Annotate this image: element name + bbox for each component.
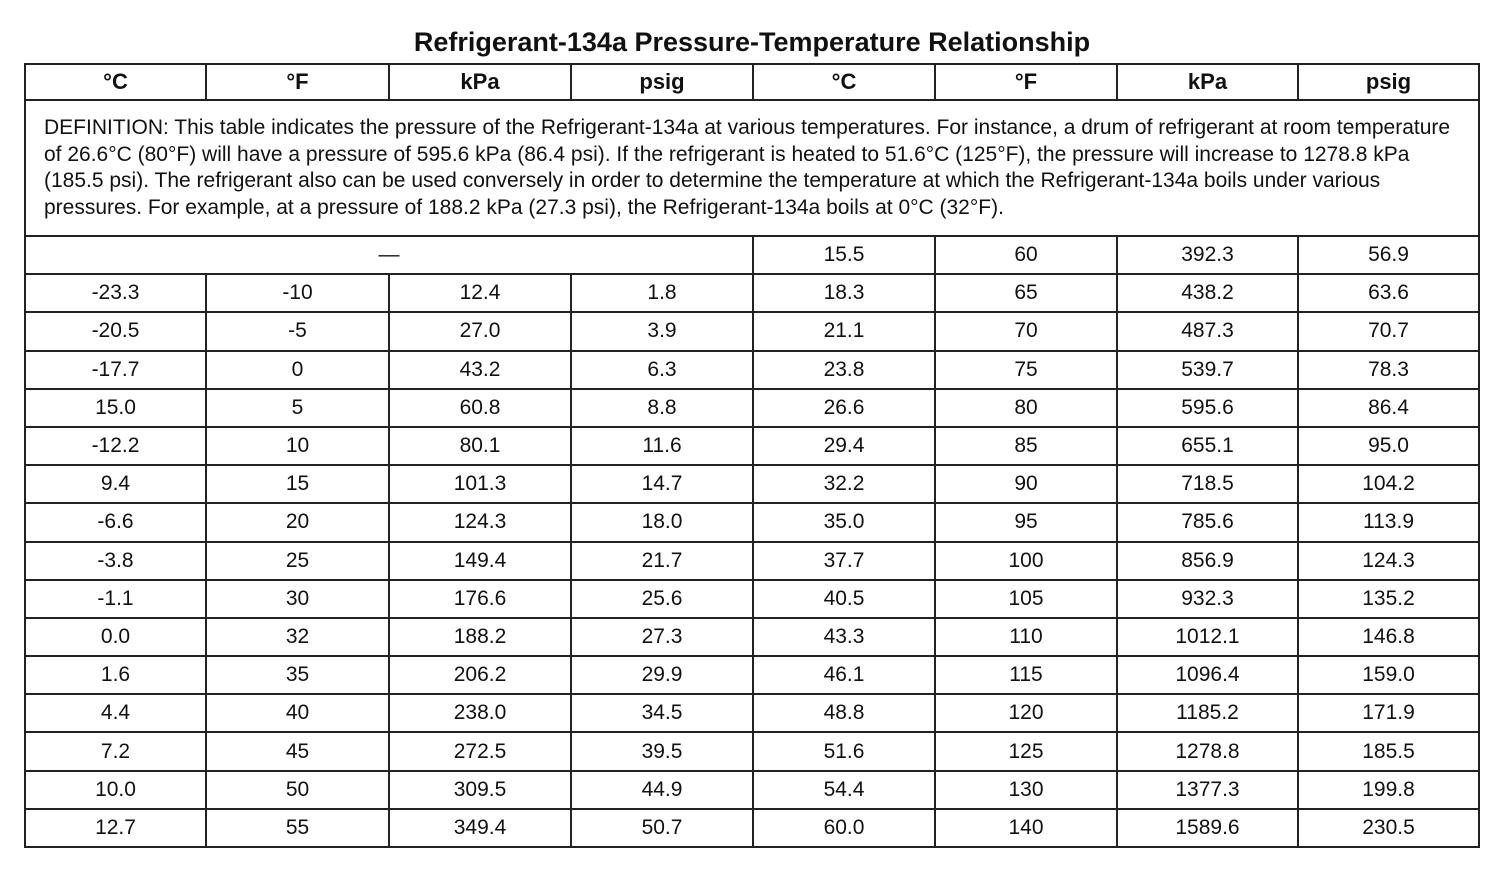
table-cell: -17.7: [25, 351, 206, 389]
table-cell: -6.6: [25, 503, 206, 541]
table-cell: 86.4: [1298, 389, 1479, 427]
table-cell: 5: [206, 389, 389, 427]
table-cell: 27.3: [571, 618, 753, 656]
table-row: [25, 580, 1479, 618]
empty-range-dash: —: [25, 236, 753, 274]
table-cell: 75: [935, 351, 1117, 389]
table-cell: 55: [206, 809, 389, 847]
table-cell: 14.7: [571, 465, 753, 503]
table-cell: 50.7: [571, 809, 753, 847]
header-psig: psig: [571, 64, 753, 100]
table-row: [25, 618, 1479, 656]
table-cell: 146.8: [1298, 618, 1479, 656]
table-cell: 70.7: [1298, 312, 1479, 350]
table-cell: 856.9: [1117, 542, 1298, 580]
table-row: [25, 503, 1479, 541]
table-cell: 34.5: [571, 694, 753, 732]
table-cell: 487.3: [1117, 312, 1298, 350]
header-celsius: °C: [25, 64, 206, 100]
table-cell: 392.3: [1117, 236, 1298, 274]
table-cell: 149.4: [389, 542, 571, 580]
table-cell: 1278.8: [1117, 732, 1298, 770]
table-cell: 1.6: [25, 656, 206, 694]
table-cell: 35: [206, 656, 389, 694]
table-cell: 199.8: [1298, 771, 1479, 809]
table-cell: 8.8: [571, 389, 753, 427]
table-cell: 125: [935, 732, 1117, 770]
table-cell: 45: [206, 732, 389, 770]
table-cell: 18.3: [753, 274, 935, 312]
table-cell: 23.8: [753, 351, 935, 389]
table-cell: 90: [935, 465, 1117, 503]
table-cell: 50: [206, 771, 389, 809]
table-row: [25, 236, 1479, 274]
table-row: [25, 809, 1479, 847]
header-row: [25, 64, 1479, 100]
table-cell: 1.8: [571, 274, 753, 312]
table-cell: 6.3: [571, 351, 753, 389]
table-cell: -5: [206, 312, 389, 350]
definition-text: DEFINITION: This table indicates the pressure of the Refrigerant-134a at various temperatures. For instance, a drum of refrigerant at room temperature of 26.6°C (80°F) will have a pressure of 595.6 kPa (86.4 psi). If the refrigerant is heated to 51.6°C (125°F), the pressure will increase to 1278.8 kPa (185.5 psi). The refrigerant also can be used conversely in order to determine the temperature at which the Refrigerant-134a boils under various pressures. For example, at a pressure of 188.2 kPa (27.3 psi), the Refrigerant-134a boils at 0°C (32°F).: [25, 100, 1479, 236]
table-cell: 15.0: [25, 389, 206, 427]
table-cell: 10: [206, 427, 389, 465]
table-cell: -12.2: [25, 427, 206, 465]
table-row: [25, 732, 1479, 770]
table-cell: 21.1: [753, 312, 935, 350]
table-cell: 185.5: [1298, 732, 1479, 770]
table-cell: 25.6: [571, 580, 753, 618]
table-cell: 40: [206, 694, 389, 732]
table-cell: -10: [206, 274, 389, 312]
table-cell: 10.0: [25, 771, 206, 809]
table-cell: 43.3: [753, 618, 935, 656]
table-cell: 78.3: [1298, 351, 1479, 389]
table-cell: 159.0: [1298, 656, 1479, 694]
table-cell: 43.2: [389, 351, 571, 389]
table-cell: 60.8: [389, 389, 571, 427]
table-cell: 15: [206, 465, 389, 503]
table-cell: 30: [206, 580, 389, 618]
table-cell: 104.2: [1298, 465, 1479, 503]
table-cell: -3.8: [25, 542, 206, 580]
table-cell: 206.2: [389, 656, 571, 694]
table-cell: 44.9: [571, 771, 753, 809]
table-cell: 188.2: [389, 618, 571, 656]
table-cell: 230.5: [1298, 809, 1479, 847]
table-cell: 115: [935, 656, 1117, 694]
table-cell: 309.5: [389, 771, 571, 809]
table-cell: 65: [935, 274, 1117, 312]
table-cell: 539.7: [1117, 351, 1298, 389]
table-cell: 124.3: [1298, 542, 1479, 580]
table-cell: 113.9: [1298, 503, 1479, 541]
table-row: [25, 694, 1479, 732]
table-row: [25, 542, 1479, 580]
table-cell: 95: [935, 503, 1117, 541]
header-fahrenheit: °F: [206, 64, 389, 100]
table-cell: 32.2: [753, 465, 935, 503]
table-cell: 18.0: [571, 503, 753, 541]
table-cell: 124.3: [389, 503, 571, 541]
table-cell: 29.4: [753, 427, 935, 465]
table-cell: -23.3: [25, 274, 206, 312]
table-cell: 932.3: [1117, 580, 1298, 618]
table-row: [25, 312, 1479, 350]
header-celsius: °C: [753, 64, 935, 100]
table-cell: 272.5: [389, 732, 571, 770]
table-cell: -20.5: [25, 312, 206, 350]
table-cell: 0.0: [25, 618, 206, 656]
header-kpa: kPa: [1117, 64, 1298, 100]
table-cell: 110: [935, 618, 1117, 656]
table-cell: 176.6: [389, 580, 571, 618]
table-cell: 140: [935, 809, 1117, 847]
table-cell: 12.7: [25, 809, 206, 847]
table-cell: 100: [935, 542, 1117, 580]
header-fahrenheit: °F: [935, 64, 1117, 100]
table-cell: 80.1: [389, 427, 571, 465]
table-cell: 29.9: [571, 656, 753, 694]
table-cell: 39.5: [571, 732, 753, 770]
table-cell: 238.0: [389, 694, 571, 732]
table-cell: 718.5: [1117, 465, 1298, 503]
table-cell: 40.5: [753, 580, 935, 618]
table-cell: 60.0: [753, 809, 935, 847]
table-cell: 1589.6: [1117, 809, 1298, 847]
table-cell: 655.1: [1117, 427, 1298, 465]
table-cell: 130: [935, 771, 1117, 809]
table-cell: 21.7: [571, 542, 753, 580]
table-cell: 85: [935, 427, 1117, 465]
table-cell: 26.6: [753, 389, 935, 427]
table-cell: 12.4: [389, 274, 571, 312]
table-cell: 46.1: [753, 656, 935, 694]
table-cell: 438.2: [1117, 274, 1298, 312]
table-cell: 80: [935, 389, 1117, 427]
table-cell: -1.1: [25, 580, 206, 618]
table-cell: 0: [206, 351, 389, 389]
table-cell: 7.2: [25, 732, 206, 770]
table-cell: 56.9: [1298, 236, 1479, 274]
table-cell: 37.7: [753, 542, 935, 580]
table-cell: 1185.2: [1117, 694, 1298, 732]
table-cell: 595.6: [1117, 389, 1298, 427]
table-cell: 3.9: [571, 312, 753, 350]
table-row: [25, 465, 1479, 503]
table-cell: 70: [935, 312, 1117, 350]
table-cell: 48.8: [753, 694, 935, 732]
table-cell: 54.4: [753, 771, 935, 809]
table-cell: 11.6: [571, 427, 753, 465]
table-cell: 4.4: [25, 694, 206, 732]
table-row: [25, 656, 1479, 694]
table-row: [25, 351, 1479, 389]
table-cell: 15.5: [753, 236, 935, 274]
table-cell: 51.6: [753, 732, 935, 770]
table-row: [25, 427, 1479, 465]
table-cell: 120: [935, 694, 1117, 732]
table-cell: 135.2: [1298, 580, 1479, 618]
table-cell: 105: [935, 580, 1117, 618]
table-cell: 25: [206, 542, 389, 580]
definition-row: [25, 100, 1479, 236]
page-title: Refrigerant-134a Pressure-Temperature Relationship: [413, 27, 1091, 57]
table-cell: 20: [206, 503, 389, 541]
table-row: [25, 389, 1479, 427]
table-cell: 63.6: [1298, 274, 1479, 312]
header-psig: psig: [1298, 64, 1479, 100]
table-cell: 35.0: [753, 503, 935, 541]
table-cell: 349.4: [389, 809, 571, 847]
table-cell: 171.9: [1298, 694, 1479, 732]
pressure-temperature-table: [24, 63, 1480, 848]
table-row: [25, 771, 1479, 809]
table-cell: 1377.3: [1117, 771, 1298, 809]
table-cell: 101.3: [389, 465, 571, 503]
table-cell: 27.0: [389, 312, 571, 350]
table-cell: 1012.1: [1117, 618, 1298, 656]
header-kpa: kPa: [389, 64, 571, 100]
table-cell: 60: [935, 236, 1117, 274]
table-cell: 785.6: [1117, 503, 1298, 541]
table-row: [25, 274, 1479, 312]
table-cell: 32: [206, 618, 389, 656]
table-cell: 9.4: [25, 465, 206, 503]
table-cell: 95.0: [1298, 427, 1479, 465]
table-cell: 1096.4: [1117, 656, 1298, 694]
